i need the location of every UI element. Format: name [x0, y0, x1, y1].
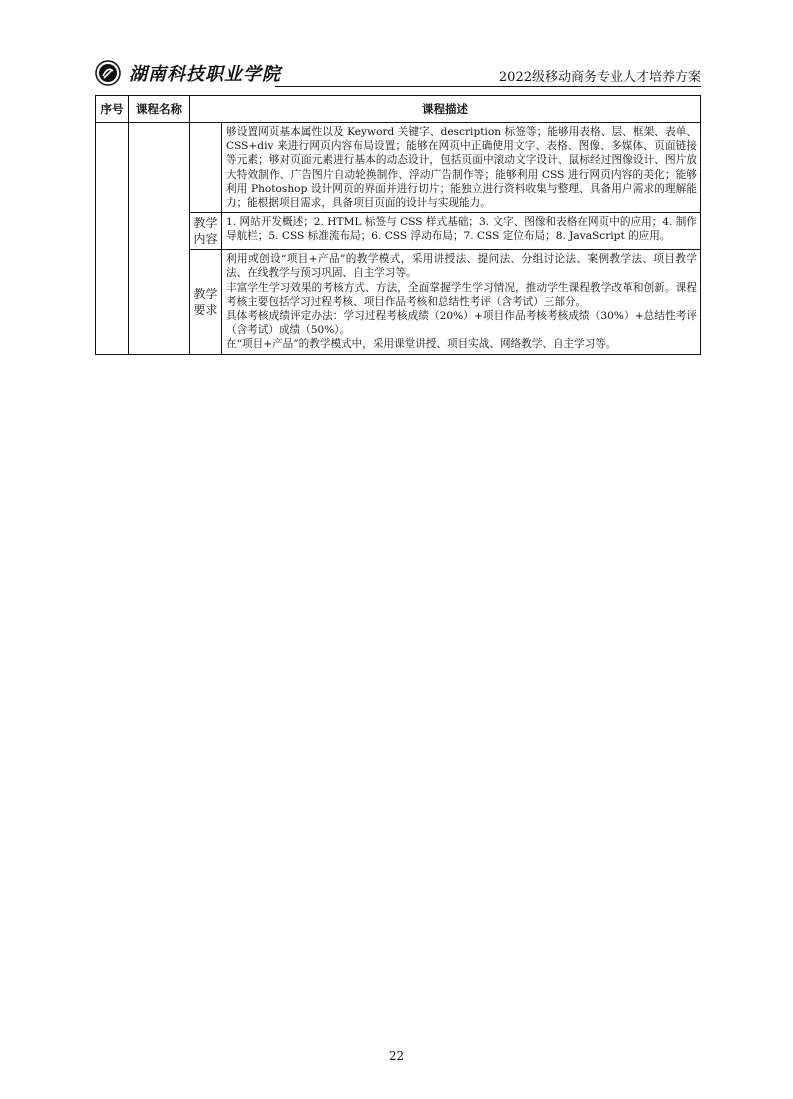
header-no: 序号 — [96, 96, 129, 123]
objective-text: 够设置网页基本属性以及 Keyword 关键字、description 标签等；能够用表格、层、框架、表单、CSS+div 来进行网页内容布局设置；能够在网页中正确使用文字、表格、图像、多媒体、页面链接等元素；够对页面元素进行基本的动态设计，包括页面中滚动文字设计、鼠标经过图像设计、图片放大特效制作、广告图片自动轮换制作、浮动广告制作等；能够利用 CSS 进行网页内容的美化；能够利用 Photoshop 设计网页的界面并进行切片；能独立进行资料收集与整理、具备用户需求的理解能力；能根据项目需求，具备项目页面的设计与实现能力。 — [222, 123, 701, 213]
school-name: 湖南科技职业学院 — [129, 64, 281, 85]
table-row — [96, 123, 701, 213]
requirement-paragraph: 在“项目+产品”的教学模式中，采用课堂讲授、项目实战、网络教学、自主学习等。 — [226, 338, 617, 351]
header-rule — [275, 86, 701, 87]
header-description: 课程描述 — [190, 96, 701, 123]
requirement-paragraph: 具体考核成绩评定办法：学习过程考核成绩（20%）+项目作品考核考核成绩（30%）+总结性考评（含考试）成绩（50%）。 — [226, 310, 697, 337]
requirement-label: 教学要求 — [190, 250, 222, 354]
page-number: 22 — [388, 1049, 405, 1063]
school-logo-icon — [95, 60, 121, 86]
course-table — [95, 95, 701, 355]
no-cell — [96, 123, 129, 355]
content-text: 1. 网站开发概述；2. HTML 标签与 CSS 样式基础；3. 文字、图像和表格在网页中的应用；4. 制作导航栏；5. CSS 标准流布局；6. CSS 浮动布局；7. CSS 定位布局；8. JavaScript 的应用。 — [222, 213, 701, 250]
table-header-row — [96, 96, 701, 123]
course-name-cell — [129, 123, 190, 355]
requirement-paragraph: 利用或创设“项目+产品”的教学模式，采用讲授法、提问法、分组讨论法、案例教学法、项目教学法、在线教学与预习巩固、自主学习等。 — [226, 253, 697, 280]
requirement-paragraph: 丰富学生学习效果的考核方式、方法，全面掌握学生学习情况，推动学生课程教学改革和创新。课程考核主要包括学习过程考核、项目作品考核和总结性考评（含考试）三部分。 — [226, 281, 697, 308]
page-header — [95, 58, 701, 88]
header-course-name: 课程名称 — [129, 96, 190, 123]
requirement-text — [222, 250, 701, 354]
objective-label-cell — [190, 123, 222, 213]
content-label: 教学内容 — [190, 213, 222, 250]
document-title: 2022级移动商务专业人才培养方案 — [498, 70, 701, 85]
